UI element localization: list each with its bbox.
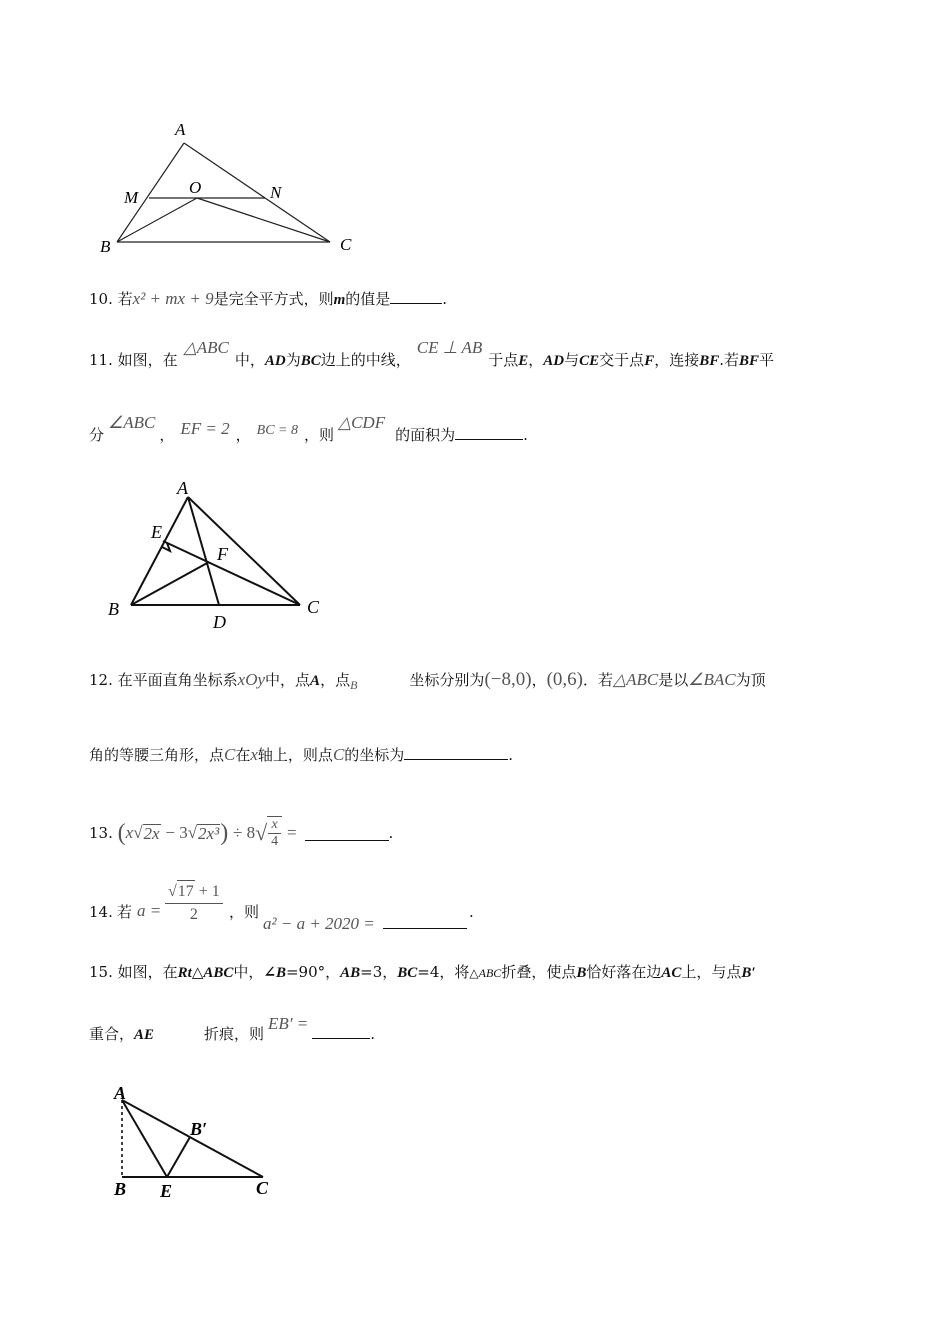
label-E: E (151, 522, 162, 542)
label-B: B (100, 237, 111, 256)
answer-blank-10 (390, 289, 442, 304)
figure-right-triangle-fold (108, 1080, 288, 1205)
answer-blank-13 (305, 826, 389, 841)
label-E: E (160, 1181, 173, 1201)
question-12-line2: 角的等腰三角形，点C在x轴上，则点C的坐标为 . (89, 745, 514, 764)
answer-blank-14 (383, 914, 467, 929)
label-B: B (108, 599, 119, 619)
question-15: 15. 如图，在Rt△ABC中，∠B=90°，AB=3，BC=4，将△ABC折叠，使点B恰好落在边AC上，与点B′ (89, 963, 756, 981)
answer-blank-11 (455, 425, 523, 440)
q10-expression: x² + mx + 9 (132, 289, 214, 308)
answer-blank-15 (312, 1024, 370, 1039)
label-O: O (189, 178, 202, 197)
label-F: F (217, 544, 228, 564)
figure-triangle-cdf (100, 472, 340, 632)
label-Bprime: B′ (190, 1119, 208, 1139)
label-A: A (114, 1083, 127, 1103)
question-10: 10. 若x² + mx + 9是完全平方式，则m的值是 . (89, 289, 448, 308)
question-15-line2: 重合，AE 折痕，则EB′ =. (89, 1014, 376, 1043)
label-C: C (340, 235, 352, 254)
question-11-line2: 分∠ABC， EF = 2 ， BC = 8 ，则△CDF的面积为 . (89, 413, 528, 444)
answer-blank-12 (404, 745, 508, 760)
label-C: C (256, 1178, 269, 1198)
question-12: 12. 在平面直角坐标系xOy中，点A，点$_B$ 坐标分别为(−8,0)，(0,6)．若△ABC是以∠BAC为顶 (89, 669, 766, 692)
label-D: D (213, 612, 226, 632)
question-13: 13. (x√2x − 3√2x³) ÷ 8√ $\frac{x}{4}$ = . (89, 817, 394, 849)
question-11: 11. 如图，在△ABC中，AD为BC边上的中线，CE ⊥ AB于点E，AD与CE交于点F，连接BF.若BF平 (89, 338, 775, 369)
label-B: B (114, 1179, 127, 1199)
label-A: A (177, 478, 188, 498)
label-M: M (124, 188, 139, 207)
figure-triangle-mon (100, 118, 370, 258)
label-N: N (270, 183, 282, 202)
label-A: A (175, 120, 186, 139)
label-C: C (307, 597, 320, 617)
